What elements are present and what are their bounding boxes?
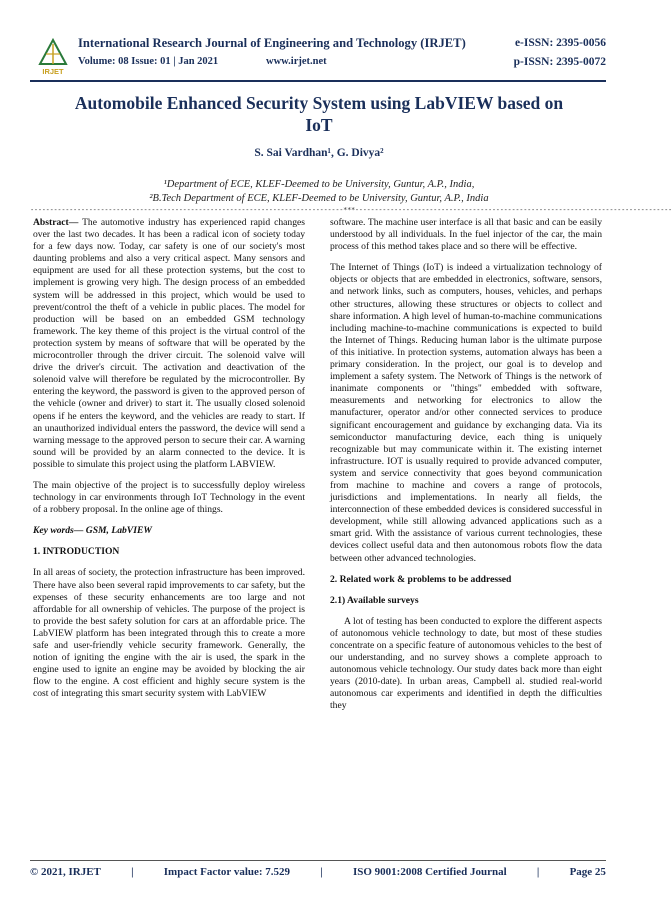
paper-authors: S. Sai Vardhan¹, G. Divya²	[254, 147, 384, 159]
e-issn: e-ISSN: 2395-0056	[514, 37, 606, 49]
page-footer	[30, 866, 606, 878]
surveys-paragraph: A lot of testing has been conducted to explore the different aspects of autonomous vehicle technology to date, but most of these studies concentrate on a specific feature of autonomous vehicles to the best of our understanding, and no survey shows a complete approach to autonomous vehicle technology. Our study dates back more than eight years (2010-date). In urban areas, Campbell al. studied real-world autonomous car experiments and identified in depth the difficulties they	[330, 615, 602, 712]
volume-issue: Volume: 08 Issue: 01 | Jan 2021	[78, 56, 219, 67]
right-paragraph-1: software. The machine user interface is all that basic and can be easily understood by all individuals. In the fuel injector of the car, the main process of this method takes place and so there will be effective.	[330, 217, 602, 253]
affiliation-2: ²B.Tech Department of ECE, KLEF-Deemed to be University, Guntur, A.P., India	[149, 193, 489, 204]
journal-name: International Research Journal of Engineering and Technology (IRJET)	[78, 36, 466, 50]
footer-separator: |	[320, 866, 323, 878]
abstract-paragraph	[33, 217, 305, 471]
objective-paragraph: The main objective of the project is to successfully deploy wireless technology in car environments through IoT Technology in the event of a robbery proposal. In the online age of things.	[33, 479, 305, 516]
intro-paragraph: In all areas of society, the protection infrastructure has been improved. There have also been several rapid improvements to car safety, but the expenses of these security enhancements are too large and not affordable for all ownership of vehicles. The purpose of the project is to provide the best safety solution for cars at an affordable price. The LabVIEW platform has been integrated through this to create a more safe and user-friendly vehicle security framework. Generally, the notion of igniting the engine with the air is used, the spark in the engine used to ignite an engine may be avoided by blocking the air flow to the engine. A cost efficient and highly secure system is the cost of integrating this smart security system with LabVIEW	[33, 567, 305, 700]
irjet-logo-icon	[36, 38, 70, 76]
p-issn: p-ISSN: 2395-0072	[513, 56, 606, 68]
available-surveys-heading: 2.1) Available surveys	[330, 594, 419, 606]
footer-separator: |	[131, 866, 134, 878]
footer-divider	[30, 860, 606, 861]
affiliation-1: ¹Department of ECE, KLEF-Deemed to be University, Guntur, A.P., India,	[163, 179, 475, 190]
footer-impact-factor: Impact Factor value: 7.529	[163, 866, 291, 878]
footer-copyright: © 2021, IRJET	[30, 866, 101, 878]
intro-heading: 1. INTRODUCTION	[33, 546, 120, 558]
keywords: Key words— GSM, LabVIEW	[33, 525, 152, 537]
right-column	[330, 217, 602, 722]
left-column	[33, 217, 305, 709]
svg-text:IRJET: IRJET	[42, 67, 64, 76]
iot-paragraph: The Internet of Things (IoT) is indeed a virtualization technology of objects or objects that are embedded in electronics, software, sensors, and network links, such as computers, houses, vehicles, and perhaps other structures, allowing these structures or objects to collect and share information. A high level of human-to-machine communications including machine-to-machine communications is expected to build the Internet of Things. Reducing human labor is the ultimate purpose of this initiative. In protection systems, automation always has been a primary consideration. In the project, our goal is to develop and implement a safety system. The Network of Things is the network of inanimate components or "things" embedded with software, measurements and networking for electronics to allow the manufacturer, operator and/or other connected services to produce significant encouragement and guidance by exchanging data. Via its semiconductor manufacturing device, each thing is uniquely recognizable but may communicate within it. The existing internet infrastructure. IOT is usually required to provide advanced computer, system and service connectivity that goes beyond communication from machine to machine and covers a range of protocols, jurisdictions and implementations. In nearly all fields, the interconnection of these embedded devices is considered successful in development, while still allowing advanced applications such as a smart grid. With the assistance of various current technologies, these devices collect useful data and then autonomous robots flow the data between other advanced technologies.	[330, 262, 602, 564]
abstract-label: Abstract—	[33, 217, 79, 228]
journal-website[interactable]: www.irjet.net	[266, 56, 327, 67]
section-separator: --------------------------------------------------------------------------------***---------------------------------------------------------------------------------	[30, 206, 672, 214]
footer-iso: ISO 9001:2008 Certified Journal	[352, 866, 507, 878]
footer-separator: |	[536, 866, 540, 878]
paper-title: Automobile Enhanced Security System using LabVIEW based on IoT	[74, 93, 564, 135]
abstract-text: The automotive industry has experienced rapid changes over the last two decades. It has been a radical icon of society today for a few days now. Today, car safety is one of our society's most daunting problems and also a very critical aspect. Many sensors and equipment are used for all these protection systems, but the cost to implement is growing very high. The design process of an embedded system will be addressed in this project, which would be used to prevent/control the theft of a vehicle in public places. The model for production will be based on an embedded GSM technology framework. The key theme of this project is the virtual control of the protection system by means of software that will be operated by the microcontroller through the driver circuit. The solenoid valve will drive the driver's circuit. The activation and deactivation of the solenoid valve will therefore be regulated by the microcontroller. By entering the keyword, the password is given to the approved person of the vehicle (owner and driver) to start it. The usually closed solenoid opens if he enters the keyword, and the vehicles are ready to start. If an unauthorized individual enters the password, the device will send a warning message to the approved person to secure their car. A warning sound will be provided by an alarm connected to the device. It is possible to simulate this project using the platform LABVIEW.	[33, 217, 305, 470]
header-divider	[30, 80, 606, 82]
journal-header	[30, 34, 606, 78]
related-work-heading: 2. Related work & problems to be addressed	[330, 573, 512, 585]
footer-page-number: Page 25	[569, 866, 606, 878]
